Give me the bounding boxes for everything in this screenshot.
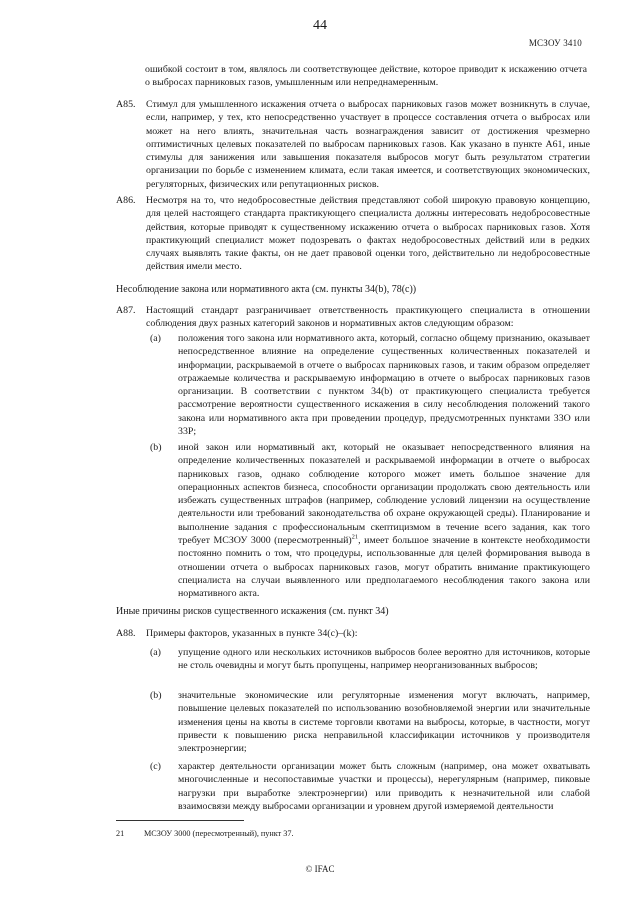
footnote-text: МСЗОУ 3000 (пересмотренный), пункт 37. (144, 829, 294, 838)
footnote-reference: 21 (351, 533, 359, 541)
paragraph-number: A87. (116, 305, 136, 316)
paragraph-number: A85. (116, 99, 136, 110)
paragraph-text: Стимул для умышленного искажения отчета о выбросах парниковых газов может возникнуть в случае, если, например, у тех, кто непосредственно участвует в процессе составления отчета о выбросах или может на него влиять, значительная часть вознаграждения зависит от достижения чрезмерно оптимистичных целевых показателей по выбросам парниковых газов. Как указано в пункте A61, иные стимулы для занижения или завышения показателя выбросов могут быть результатом стратегии организации по борьбе с изменением климата, если такая имеется, и соответствующих экономических, регуляторных, физических или репутационных рисков. (146, 99, 590, 190)
continuation-paragraph: ошибкой состоит в том, являлось ли соответствующее действие, которое приводит к искажению отчета о выбросах парниковых газов, умышленным или непреднамеренным. (145, 64, 587, 89)
document-identifier: МСЗОУ 3410 (528, 38, 582, 48)
section-heading-other-risks: Иные причины рисков существенного искажения (см. пункт 34) (116, 606, 389, 617)
page-footer: © IFAC (305, 864, 335, 874)
list-item-text-start: иной закон или нормативный акт, который не оказывает непосредственного влияния на определение количественных показателей и раскрываемой информации в отчете о выбросах парниковых газов, однако соблюдение которого может иметь большое значение для операционных аспектов бизнеса, способности организации продолжать свою деятельность или избежать существенных штрафов (например, соблюдение условий лицензии на осуществление деятельности или требований законодательства об охране окружающей среды). Планирование и выполнение задания с профессиональным скептицизмом в течение всего задания, как того требует МСЗОУ 3000 (пересмотренный) (178, 442, 590, 547)
paragraph-a87 (116, 304, 590, 331)
paragraph-number: A88. (116, 628, 136, 639)
paragraph-a85 (116, 98, 590, 191)
list-item-label: (b) (150, 690, 162, 701)
page-number: 44 (313, 18, 327, 33)
paragraph-a88 (116, 627, 590, 640)
list-item-text: положения того закона или нормативного акта, который, согласно общему признанию, оказывает непосредственное влияние на определение существенных количественных показателей и информации, раскрываемой в отчете о выбросах парниковых газов, и таким образом определяет отражаемые количества и раскрываемую информацию в отчете о выбросах парниковых газов организации. В соответствии с пунктом 34(b) от практикующего специалиста требуется рассмотрение вероятности существенного искажения в силу несоблюдения положений такого закона или нормативного акта при проведении процедур, предусмотренных пунктами 33O или 33P; (178, 333, 590, 438)
list-item-text: характер деятельности организации может быть сложным (например, она может охватывать многочисленные и несопоставимые участки и процессы), нерегулярным (например, пиковые нагрузки при выработке электроэнергии) или приводить к незначительной или слабой взаимосвязи между выбросами организации и уровнем другой измеряемой деятельности (178, 761, 590, 812)
footnote-number: 21 (116, 829, 125, 838)
list-item-a87-a (150, 332, 590, 438)
paragraph-number: A86. (116, 195, 136, 206)
paragraph-a86 (116, 194, 590, 274)
list-item-a87-b (150, 441, 590, 601)
paragraph-text: Настоящий стандарт разграничивает ответственность практикующего специалиста в отношении соблюдения двух разных категорий законов и нормативных актов следующим образом: (146, 305, 590, 330)
list-item-label: (a) (150, 647, 161, 658)
list-item-text: упущение одного или нескольких источников выбросов более вероятно для источников, которые не столь очевидны и могут быть пропущены, например неорганизованных выбросов; (178, 647, 590, 672)
list-item-a88-c (150, 760, 590, 813)
paragraph-text: Несмотря на то, что недобросовестные действия представляют собой широкую правовую концепцию, для целей настоящего стандарта практикующего специалиста должны интересовать недобросовестные действия, которые приводят к существенному искажению отчета о выбросах парниковых газов. Хотя практикующий специалист может подозревать о фактах недобросовестных действий или в редких случаях выявлять такие факты, он не дает правовой оценки того, действительно ли недобросовестные действия имели место. (146, 195, 590, 273)
list-item-label: (b) (150, 442, 162, 453)
footnote (116, 829, 294, 839)
list-item-text: значительные экономические или регуляторные изменения могут включать, например, повышение целевых показателей по использованию возобновляемой энергии или значительные изменения цены на квоты в системе торговли квотами на выбросы, которые, в частности, могут привести к повышению риска неправильной классификации источников у производителя электроэнергии; (178, 690, 590, 755)
list-item-text (178, 441, 590, 601)
list-item-a88-b (150, 689, 590, 755)
list-item-text-end: , имеет большое значение в контексте необходимости постоянно помнить о том, что процедуры, использованные для целей формирования вывода в отношении отчета о выбросах парниковых газов, могут обратить внимание практикующего специалиста на случаи выявленного или предполагаемого несоблюдения такого закона или нормативного акта. (178, 535, 590, 600)
list-item-a88-a (150, 646, 590, 673)
list-item-label: (a) (150, 333, 161, 344)
section-heading-non-compliance: Несоблюдение закона или нормативного акта (см. пункты 34(b), 78(c)) (116, 284, 417, 295)
paragraph-text: Примеры факторов, указанных в пункте 34(c)–(k): (146, 628, 358, 639)
list-item-label: (c) (150, 761, 161, 772)
footnote-separator (116, 820, 244, 821)
